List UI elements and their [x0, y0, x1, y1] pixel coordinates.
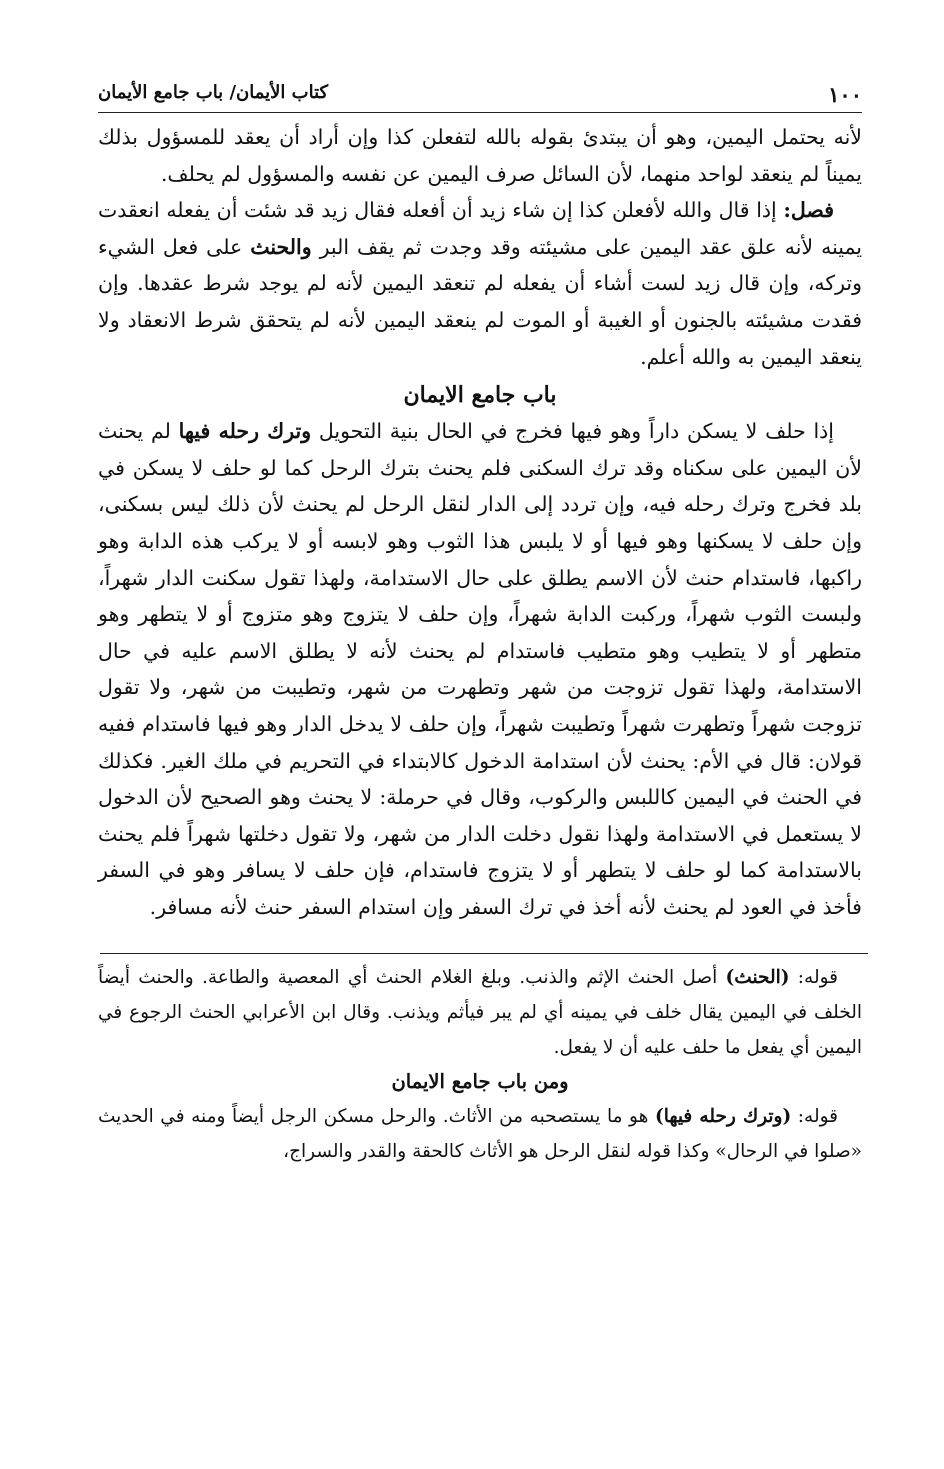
footnote-heading: ومن باب جامع الايمان — [391, 1070, 569, 1094]
paragraph-continuation — [98, 119, 862, 192]
footnote-term: (وترك رحله فيها) — [654, 1106, 792, 1128]
section-heading: باب جامع الايمان — [403, 382, 557, 409]
running-title: كتاب الأيمان/ باب جامع الأيمان — [98, 82, 329, 103]
footnote-divider — [100, 953, 868, 954]
paragraph-section — [98, 413, 862, 925]
paragraph-text: على فعل الشيء وتركه، وإن قال زيد لست أشاء أن يفعله لم تنعقد اليمين لأنه لم يوجد شرط عقدها. وإن فقدت مشيئته بالجنون أو الغيبة أو الموت لم ينعقد اليمين لأنه لم يتحقق شرط الانعقاد ولا ينعقد اليمين به والله أعلم. — [98, 234, 862, 369]
paragraph-text: لأنه يحتمل اليمين، وهو أن يبتدئ بقوله بالله لتفعلن كذا وإن أراد أن يعقد للمسؤول بذلك يميناً لم ينعقد لواحد منهما، لأن السائل صرف اليمين عن نفسه والمسؤول لم يحلف. — [98, 125, 862, 186]
footnote-text: هو ما يستصحبه من الأثاث. والرحل مسكن الرجل أيضاً ومنه في الحديث «صلوا في الرحال» وكذا قوله لنقل الرحل هو الأثاث كالحقة والقدر والسراج، — [98, 1106, 862, 1163]
footnote-text: قوله: — [791, 1106, 838, 1128]
paragraph-fasl — [98, 192, 862, 375]
page-header — [98, 72, 862, 113]
book-page — [98, 72, 862, 1362]
paragraph-text: إذا حلف لا يسكن داراً وهو فيها فخرج في الحال بنية التحويل — [311, 419, 834, 444]
footnotes — [98, 960, 862, 1169]
footnote-entry — [98, 960, 862, 1065]
main-text — [98, 119, 862, 925]
bold-term: وترك رحله فيها — [178, 419, 312, 444]
footnote-text: أصل الحنث الإثم والذنب. وبلغ الغلام الحنث أي المعصية والطاعة. والحنث أيضاً الخلف في اليمين يقال خلف في يمينه أي لم يبر فيأثم ويذنب. وقال ابن الأعرابي الحنث الرجوع في اليمين أي يفعل ما حلف عليه أن لا يفعل. — [98, 967, 862, 1059]
footnote-term: (الحنث) — [725, 967, 790, 989]
paragraph-text: لم يحنث لأن اليمين على سكناه وقد ترك السكنى فلم يحنث بترك الرحل كما لو حلف لا يسكن في بلد فخرج وترك رحله فيه، وإن تردد إلى الدار لنقل الرحل لم يحنث لأن ذلك ليس بسكنى، وإن حلف لا يسكنها وهو فيها أو لا يلبس هذا الثوب وهو لابسه أو لا يركب هذه الدابة وهو راكبها، فاستدام حنث لأن الاسم يطلق على حال الاستدامة، ولهذا تقول سكنت الدار شهراً، ولبست الثوب شهراً، وركبت الدابة شهراً، وإن حلف لا يتزوج وهو متزوج أو لا يتطهر وهو متطهر أو لا يتطيب وهو متطيب فاستدام لم يحنث لأنه لا يطلق الاسم عليه في حال الاستدامة، ولهذا تقول تزوجت من شهر وتطهرت من شهر، وتطيبت من شهر، ولا تقول تزوجت شهراً وتطهرت شهراً وتطيبت شهراً، وإن حلف لا يدخل الدار وهو فيها فاستدام ففيه قولان: قال في الأم: يحنث لأن استدامة الدخول كالابتداء في التحريم في ملك الغير. فكذلك في الحنث في اليمين كاللبس والركوب، وقال في حرملة: لا يحنث وهو الصحيح لأن الدخول لا يستعمل في الاستدامة ولهذا نقول دخلت الدار من شهر، ولا تقول دخلتها شهراً فلم يحنث بالاستدامة كما لو حلف لا يتطهر أو لا يتزوج فاستدام، فإن حلف لا يسافر وهو في السفر فأخذ في العود لم يحنث لأنه أخذ في ترك السفر وإن استدام السفر حنث لأنه مسافر. — [98, 419, 862, 919]
footnote-text: قوله: — [789, 967, 838, 989]
page-number: ١٠٠ — [828, 82, 862, 107]
footnote-entry — [98, 1099, 862, 1169]
bold-term: والحنث — [250, 234, 312, 259]
paragraph-text: إذا قال والله لأفعلن كذا إن شاء زيد أن أفعله فقال زيد قد شئت أن يفعله انعقدت يمينه لأنه علق عقد اليمين على مشيئته وقد وجدت ثم يقف البر — [98, 198, 862, 259]
fasl-label: فصل: — [783, 198, 834, 223]
